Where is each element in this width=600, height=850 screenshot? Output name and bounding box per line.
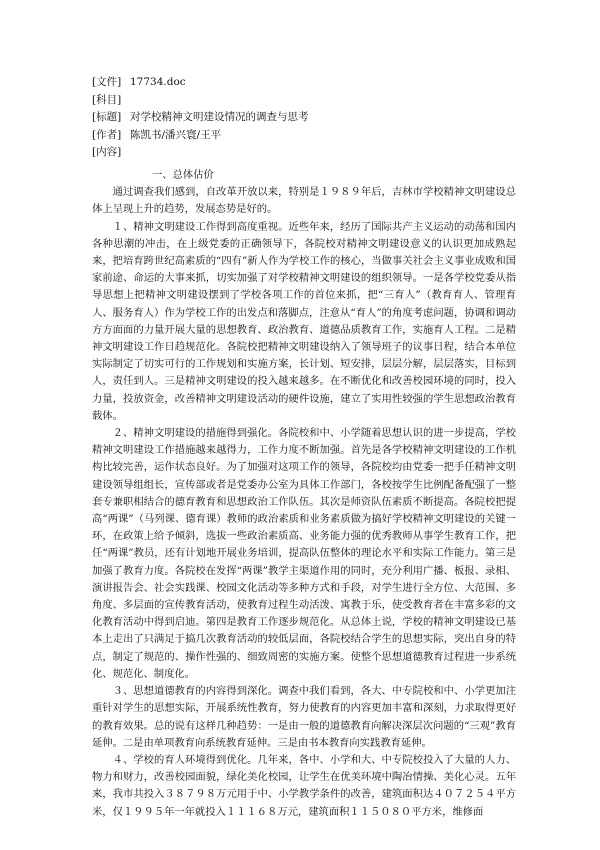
meta-file-key: [文件]	[92, 76, 122, 88]
meta-subject-key: [科目]	[92, 93, 122, 106]
meta-content-key: [内容]	[92, 146, 122, 158]
document-metadata	[92, 74, 309, 162]
paragraph-1: １、精神文明建设工作得到高度重视。近些年来，经历了国际共产主义运动的动荡和国内各种思潮的冲击，在上级党委的正确领导下，各院校对精神文明建设意义的认识更加成熟起来，把培育跨世纪高素质的“四有”新人作为学校工作的核心，当做事关社会主义事业成败和国家前途、命运的大事来抓，切实加强了对学校精神文明建设的组织领导。一是各学校党委从指导思想上把精神文明建设摆到了学校各项工作的首位来抓，把“三育人”（教育育人、管理育人、服务育人）作为学校工作的出发点和落脚点，注意从“育人”的角度考虑问题，协调和调动方方面面的力量开展大量的思想教育、政治教育、道德品质教育工作，实施育人工程。二是精神文明建设工作日趋规范化。各院校把精神文明建设纳入了领导班子的议事日程，结合本单位实际制定了切实可行的工作规划和实施方案，长计划、短安排，层层分解，层层落实，目标到人，责任到人。三是精神文明建设的投入越来越多。在不断优化和改善校园环境的同时，投入力量，投放资金，改善精神文明建设活动的硬件设施，建立了实用性较强的学生思想政治教育载体。	[92, 220, 516, 422]
meta-author-key: [作者]	[92, 128, 122, 141]
meta-file-value: 17734.doc	[130, 76, 186, 88]
meta-title-value: 对学校精神文明建设情况的调查与思考	[130, 111, 309, 123]
meta-subject	[92, 92, 309, 110]
section-heading: 一、总体估价	[152, 169, 214, 181]
meta-file	[92, 74, 309, 92]
meta-title	[92, 109, 309, 127]
paragraph-intro: 通过调查我们感到，自改革开放以来，特别是１９８９年后，吉林市学校精神文明建设总体上呈现上升的趋势，发展态势是好的。	[92, 186, 516, 216]
meta-author	[92, 127, 309, 145]
meta-content	[92, 144, 309, 162]
meta-title-key: [标题]	[92, 111, 122, 123]
paragraph-2: ２、精神文明建设的措施得到强化。各院校和中、小学随着思想认识的进一步提高，学校精神文明建设工作措施越来越得力，工作力度不断加强。首先是各学校精神文明建设的工作机构比较完善，运作状态良好。为了加强对这项工作的领导，各院校均由党委一把手任精神文明建设领导组组长，宣传部或者是党委办公室为具体工作部门，各校按学生比例配备配强了一整套专兼职相结合的德育教育和思想政治工作队伍。其次是师资队伍素质不断提高。各院校把提高“两课”（马列课、德育课）教师的政治素质和业务素质做为搞好学校精神文明建设的关键一环，在政策上给予倾斜，选拔一些政治素质高、业务能力强的优秀教师从事学生教育工作，把任“两课”教员，还有计划地开展业务培训，提高队伍整体的理论水平和实际工作能力。第三是加强了教育力度。各院校在发挥“两课”教学主渠道作用的同时，充分利用广播、板报、录相、演讲报告会、社会实践课、校园文化活动等多种方式和手段，对学生进行全方位、大范围、多角度、多层面的宣传教育活动，使教育过程生动活泼、寓教于乐，使受教育者在丰富多彩的文化教育活动中得到启迪。第四是教育工作逐步规范化。从总体上说，学校的精神文明建设已基本上走出了只满足于搞几次教育活动的较低层面，各院校结合学生的思想实际，突出自身的特点，制定了规范的、操作性强的、细致周密的实施方案。使整个思想道德教育过程进一步系统化、规范化、制度化。	[92, 427, 516, 680]
paragraph-3: ３、思想道德教育的内容得到深化。调查中我们看到，各大、中专院校和中、小学更加注重针对学生的思想实际，开展系统性教育，努力使教育的内容更加丰富和深刻，力求取得更好的教育效果。总的说有这样几种趋势：一是由一般的道德教育向解决深层次问题的“三观”教育延伸。二是由单项教育向系统教育延伸。三是由书本教育向实践教育延伸。	[92, 685, 516, 749]
document-body	[92, 167, 516, 821]
paragraph-4: ４、学校的育人环境得到优化。几年来，各中、小学和大、中专院校投入了大量的人力、物力和财力，改善校园面貌，绿化美化校园，让学生在优美环境中陶冶情操、美化心灵。五年来，我市共投入３８７９８万元用于中、小学教学条件的改善，建筑面积达４０７２５４平方米，仅１９９５年一年就投入１１１６８万元，建筑面积１１５０８０平方米，维修面	[92, 753, 516, 818]
meta-author-value: 陈凯书/潘兴寰/王平	[130, 128, 222, 141]
